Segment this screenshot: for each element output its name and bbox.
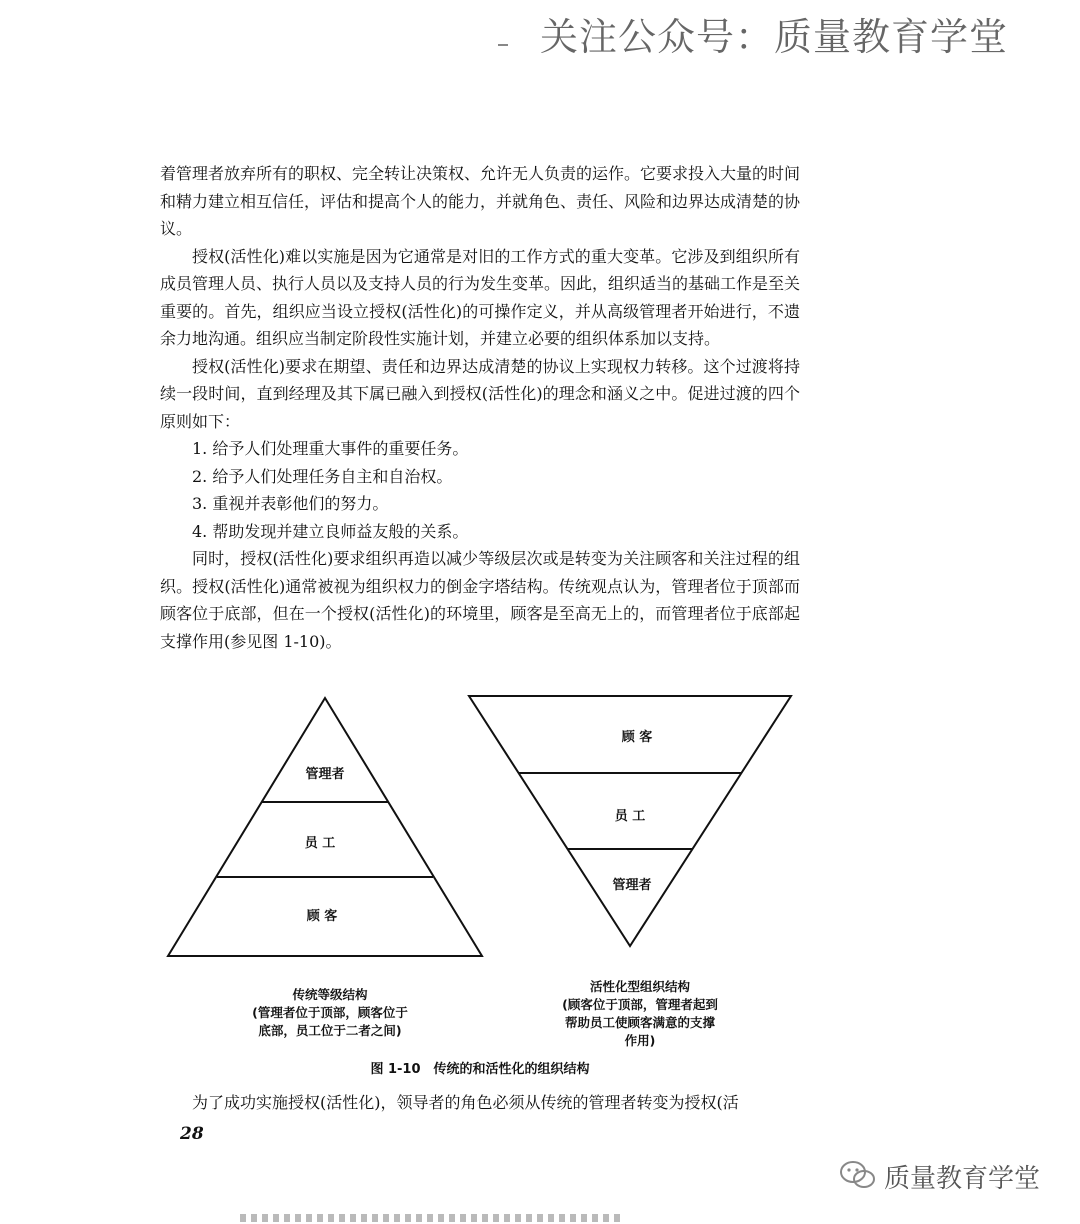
paragraph-5: 为了成功实施授权(活性化)，领导者的角色必须从传统的管理者转变为授权(活 [192, 1093, 739, 1112]
footer-watermark [838, 1158, 1040, 1195]
empowered-caption-title: 活性化型组织结构 [589, 979, 690, 994]
empowered-caption-line-2: 帮助员工使顾客满意的支撑 [564, 1015, 715, 1030]
footer-watermark-text: 质量教育学堂 [884, 1164, 1041, 1194]
wechat-icon [838, 1160, 878, 1190]
empowered-caption-line-1: (顾客位于顶部，管理者起到 [562, 997, 718, 1012]
paragraph-4: 同时，授权(活性化)要求组织再造以减少等级层次或是转变为关注顾客和关注过程的组织。授权(活性化)通常被视为组织权力的倒金字塔结构。传统观点认为，管理者位于顶部而顾客位于底部，但在一个授权(活性化)的环境里，顾客是至高无上的，而管理者位于底部起支撑作用(参见图 1-10)。 [160, 549, 800, 651]
page-number: 28 [180, 1124, 204, 1144]
traditional-caption-line-1: (管理者位于顶部，顾客位于 [252, 1005, 408, 1020]
inverted-level-bottom: 管理者 [612, 878, 652, 893]
traditional-caption-line-2: 底部，员工位于二者之间) [258, 1023, 402, 1038]
traditional-level-middle: 员 工 [304, 836, 336, 851]
list-item-1: 1. 给予人们处理重大事件的重要任务。 [192, 439, 469, 458]
traditional-caption [230, 986, 430, 1040]
body-text [160, 160, 800, 655]
traditional-level-bottom: 顾 客 [306, 909, 338, 924]
list-item-3: 3. 重视并表彰他们的努力。 [192, 494, 389, 513]
empowered-caption-line-3: 作用) [624, 1033, 656, 1048]
traditional-caption-title: 传统等级结构 [292, 987, 368, 1002]
list-item-4: 4. 帮助发现并建立良师益友般的关系。 [192, 521, 469, 541]
paragraph-2: 授权(活性化)难以实施是因为它通常是对旧的工作方式的重大变革。它涉及到组织所有成员管理人员、执行人员以及支持人员的行为发生变革。因此，组织适当的基础工作是至关重要的。首先，组织应当设立授权(活性化)的可操作定义，并从高级管理者开始进行，不遗余力地沟通。组织应当制定阶段性实施计划，并建立必要的组织体系加以支持。 [160, 246, 801, 348]
list-item-2: 2. 给予人们处理任务自主和自治权。 [192, 466, 453, 486]
paragraph-3: 授权(活性化)要求在期望、责任和边界达成清楚的协议上实现权力转移。这个过渡将持续一段时间，直到经理及其下属已融入到授权(活性化)的理念和涵义之中。促进过渡的四个原则如下： [160, 356, 800, 431]
traditional-level-top: 管理者 [305, 767, 345, 782]
scan-noise [240, 1214, 620, 1222]
scan-mark [498, 44, 508, 46]
pyramid-diagrams [160, 690, 800, 990]
figure-caption: 图 1-10 传统的和活性化的组织结构 [370, 1062, 590, 1077]
header-watermark: 关注公众号：质量教育学堂 [540, 15, 1009, 59]
empowered-caption [528, 978, 752, 1050]
figure-1-10 [160, 690, 800, 1080]
inverted-level-middle: 员 工 [614, 809, 646, 824]
paragraph-1: 着管理者放弃所有的职权、完全转让决策权、允许无人负责的运作。它要求投入大量的时间和精力建立相互信任，评估和提高个人的能力，并就角色、责任、风险和边界达成清楚的协议。 [160, 164, 801, 238]
inverted-level-top: 顾 客 [621, 730, 653, 745]
